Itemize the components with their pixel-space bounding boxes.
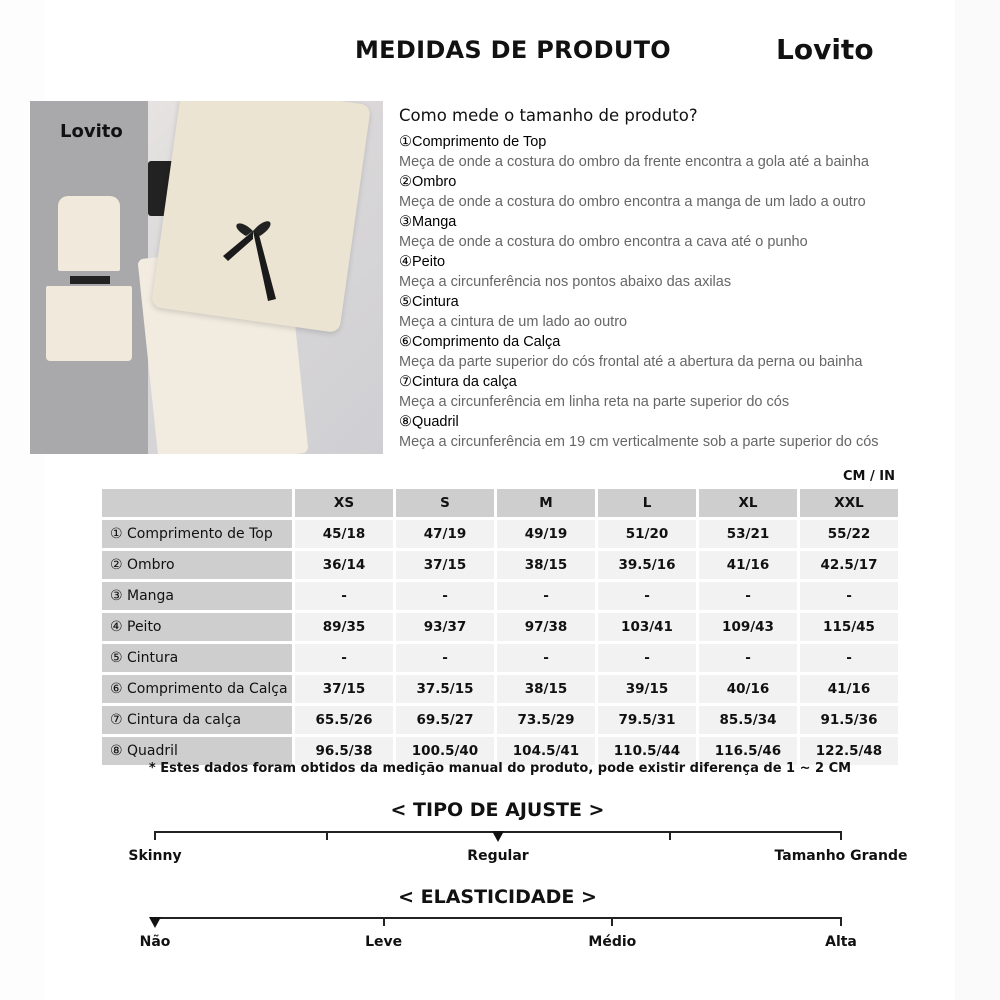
table-cell: 45/18 bbox=[295, 520, 393, 548]
table-cell: 96.5/38 bbox=[295, 737, 393, 765]
row-label: ② Ombro bbox=[102, 551, 292, 579]
fit-scale-label: Regular bbox=[467, 848, 529, 864]
table-cell: 103/41 bbox=[598, 613, 696, 641]
elasticity-scale-title: < ELASTICIDADE > bbox=[398, 886, 597, 908]
elasticity-scale-tick bbox=[611, 917, 613, 926]
measure-item-name: Comprimento da Calça bbox=[412, 334, 561, 350]
table-cell: 91.5/36 bbox=[800, 706, 898, 734]
row-label: ⑤ Cintura bbox=[102, 644, 292, 672]
measurement-note: * Estes dados foram obtidos da medição manual do produto, pode existir diferença de 1 ~ 2 CM bbox=[148, 761, 852, 776]
bow-icon bbox=[218, 201, 288, 311]
measure-item-name: Comprimento de Top bbox=[412, 134, 547, 150]
table-cell: 89/35 bbox=[295, 613, 393, 641]
measure-item-number: ③ bbox=[399, 214, 412, 230]
table-cell: - bbox=[295, 582, 393, 610]
measure-item-name: Cintura bbox=[412, 294, 459, 310]
measure-item-title bbox=[399, 413, 919, 433]
table-cell: - bbox=[497, 644, 595, 672]
measure-item-description: Meça de onde a costura do ombro encontra a manga de um lado a outro bbox=[399, 194, 866, 210]
table-cell: 69.5/27 bbox=[396, 706, 494, 734]
table-cell: - bbox=[598, 644, 696, 672]
measure-item-number: ⑥ bbox=[399, 334, 412, 350]
table-cell: - bbox=[699, 582, 797, 610]
size-table bbox=[99, 486, 901, 768]
measure-item-number: ④ bbox=[399, 254, 412, 270]
table-cell: 55/22 bbox=[800, 520, 898, 548]
table-corner bbox=[102, 489, 292, 517]
row-label: ① Comprimento de Top bbox=[102, 520, 292, 548]
table-cell: 97/38 bbox=[497, 613, 595, 641]
fit-scale-label: Tamanho Grande bbox=[774, 848, 908, 864]
table-cell: - bbox=[800, 644, 898, 672]
page-title: MEDIDAS DE PRODUTO bbox=[355, 36, 671, 64]
fit-scale-marker-icon bbox=[492, 831, 504, 842]
size-header: L bbox=[598, 489, 696, 517]
table-cell: 39/15 bbox=[598, 675, 696, 703]
brand-logo: Lovito bbox=[776, 33, 874, 66]
table-cell: 41/16 bbox=[800, 675, 898, 703]
how-to-heading: Como mede o tamanho de produto? bbox=[399, 106, 698, 125]
measure-item-description: Meça da parte superior do cós frontal até a abertura da perna ou bainha bbox=[399, 354, 863, 370]
elasticity-scale-label: Médio bbox=[588, 934, 637, 950]
table-cell: - bbox=[800, 582, 898, 610]
fit-scale-tick bbox=[326, 831, 328, 840]
fit-scale-tick bbox=[840, 831, 842, 840]
size-header: S bbox=[396, 489, 494, 517]
product-image bbox=[30, 101, 383, 454]
measure-item-description: Meça de onde a costura do ombro encontra a cava até o punho bbox=[399, 234, 808, 250]
row-label: ⑦ Cintura da calça bbox=[102, 706, 292, 734]
table-cell: 41/16 bbox=[699, 551, 797, 579]
table-cell: - bbox=[396, 644, 494, 672]
measure-item-title bbox=[399, 213, 919, 233]
elasticity-scale-label: Alta bbox=[825, 934, 857, 950]
unit-label: CM / IN bbox=[843, 469, 895, 484]
measure-item-title bbox=[399, 173, 919, 193]
size-header: M bbox=[497, 489, 595, 517]
fit-scale-tick bbox=[669, 831, 671, 840]
image-brand-logo: Lovito bbox=[60, 121, 123, 142]
elasticity-scale-line bbox=[154, 917, 842, 919]
table-cell: 79.5/31 bbox=[598, 706, 696, 734]
table-cell: 39.5/16 bbox=[598, 551, 696, 579]
table-row bbox=[102, 675, 898, 703]
measure-item-title bbox=[399, 373, 919, 393]
table-cell: 65.5/26 bbox=[295, 706, 393, 734]
flat-lay-top bbox=[58, 196, 120, 271]
table-cell: 37/15 bbox=[295, 675, 393, 703]
measure-item-title bbox=[399, 293, 919, 313]
table-cell: 53/21 bbox=[699, 520, 797, 548]
table-row bbox=[102, 551, 898, 579]
table-cell: 109/43 bbox=[699, 613, 797, 641]
row-label: ⑧ Quadril bbox=[102, 737, 292, 765]
flat-lay-panel bbox=[30, 101, 148, 454]
table-cell: 122.5/48 bbox=[800, 737, 898, 765]
elasticity-scale-label: Não bbox=[139, 934, 171, 950]
how-to-measure bbox=[399, 106, 919, 453]
table-cell: - bbox=[699, 644, 797, 672]
elasticity-scale-marker-icon bbox=[149, 917, 161, 928]
elasticity-scale-label: Leve bbox=[365, 934, 403, 950]
table-row bbox=[102, 706, 898, 734]
fit-scale-label: Skinny bbox=[128, 848, 182, 864]
page-margin-right bbox=[955, 0, 1000, 1000]
size-header: XS bbox=[295, 489, 393, 517]
measure-item-number: ⑦ bbox=[399, 374, 412, 390]
fit-scale-tick bbox=[154, 831, 156, 840]
table-cell: 85.5/34 bbox=[699, 706, 797, 734]
measure-item-number: ① bbox=[399, 134, 412, 150]
table-cell: 110.5/44 bbox=[598, 737, 696, 765]
row-label: ③ Manga bbox=[102, 582, 292, 610]
table-cell: 42.5/17 bbox=[800, 551, 898, 579]
model-photo bbox=[148, 101, 383, 454]
table-cell: 104.5/41 bbox=[497, 737, 595, 765]
measure-item-name: Manga bbox=[412, 214, 457, 230]
measure-item-description: Meça a circunferência nos pontos abaixo das axilas bbox=[399, 274, 732, 290]
table-row bbox=[102, 520, 898, 548]
table-row bbox=[102, 644, 898, 672]
elasticity-scale-tick bbox=[840, 917, 842, 926]
measure-item-description: Meça de onde a costura do ombro da frente encontra a gola até a bainha bbox=[399, 154, 869, 170]
table-cell: 40/16 bbox=[699, 675, 797, 703]
measure-item-description: Meça a cintura de um lado ao outro bbox=[399, 314, 628, 330]
table-cell: 36/14 bbox=[295, 551, 393, 579]
table-cell: 116.5/46 bbox=[699, 737, 797, 765]
table-cell: - bbox=[598, 582, 696, 610]
measure-item-name: Quadril bbox=[412, 414, 459, 430]
measure-item-description: Meça a circunferência em linha reta na parte superior do cós bbox=[399, 394, 790, 410]
table-cell: - bbox=[497, 582, 595, 610]
table-cell: 37/15 bbox=[396, 551, 494, 579]
measure-item-title bbox=[399, 133, 919, 153]
table-cell: - bbox=[295, 644, 393, 672]
size-header: XL bbox=[699, 489, 797, 517]
table-cell: 38/15 bbox=[497, 551, 595, 579]
row-label: ⑥ Comprimento da Calça bbox=[102, 675, 292, 703]
table-cell: 93/37 bbox=[396, 613, 494, 641]
row-label: ④ Peito bbox=[102, 613, 292, 641]
measure-item-title bbox=[399, 333, 919, 353]
flat-lay-shorts bbox=[46, 286, 132, 361]
table-row bbox=[102, 582, 898, 610]
fit-scale-title: < TIPO DE AJUSTE > bbox=[390, 799, 605, 821]
table-cell: 38/15 bbox=[497, 675, 595, 703]
measure-item-number: ⑧ bbox=[399, 414, 412, 430]
table-row bbox=[102, 613, 898, 641]
table-cell: 73.5/29 bbox=[497, 706, 595, 734]
measure-item-name: Cintura da calça bbox=[412, 374, 517, 390]
table-cell: 37.5/15 bbox=[396, 675, 494, 703]
measure-item-name: Peito bbox=[412, 254, 446, 270]
measure-item-name: Ombro bbox=[412, 174, 457, 190]
flat-lay-belt bbox=[70, 276, 110, 284]
table-cell: 47/19 bbox=[396, 520, 494, 548]
elasticity-scale-tick bbox=[383, 917, 385, 926]
measure-item-title bbox=[399, 253, 919, 273]
measure-item-description: Meça a circunferência em 19 cm verticalmente sob a parte superior do cós bbox=[399, 434, 879, 450]
table-cell: 51/20 bbox=[598, 520, 696, 548]
measure-item-number: ⑤ bbox=[399, 294, 412, 310]
table-cell: 115/45 bbox=[800, 613, 898, 641]
table-cell: 49/19 bbox=[497, 520, 595, 548]
measure-item-number: ② bbox=[399, 174, 412, 190]
table-cell: - bbox=[396, 582, 494, 610]
size-header: XXL bbox=[800, 489, 898, 517]
table-cell: 100.5/40 bbox=[396, 737, 494, 765]
